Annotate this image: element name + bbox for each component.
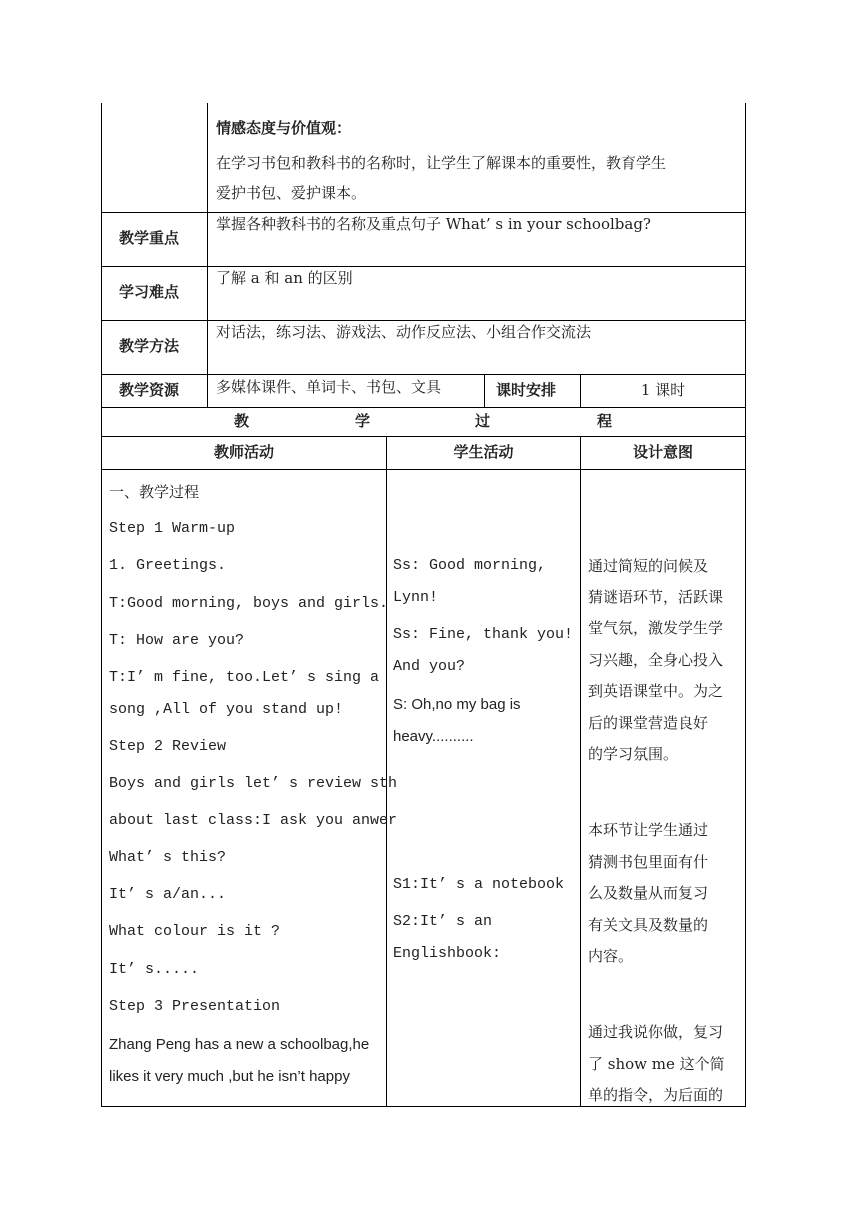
method-label: 教学方法: [119, 337, 180, 355]
resources-label: 教学资源: [119, 381, 180, 399]
student-line: heavy..........: [393, 728, 474, 745]
intent-line: 本环节让学生通过: [588, 821, 709, 839]
teacher-activity-header: 教师活动: [213, 443, 274, 461]
teacher-line: 1. Greetings.: [109, 557, 227, 574]
difficulty-content: 了解 a 和 an 的区别: [216, 269, 353, 287]
teacher-line: T: How are you?: [109, 632, 245, 649]
schedule-value: 1 课时: [640, 381, 686, 399]
key-points-content: 掌握各种教科书的名称及重点句子 What’ s in your schoolbag?: [216, 215, 651, 233]
teacher-line: Step 2 Review: [109, 738, 227, 755]
teacher-line: It’ s a/an...: [109, 886, 227, 903]
intent-line: 猜谜语环节，活跃课: [588, 588, 724, 606]
intent-line: 到英语课堂中。为之: [588, 682, 724, 700]
intent-line: 么及数量从而复习: [588, 884, 709, 902]
process-title-char: 过: [475, 412, 491, 430]
teacher-line: What colour is it ?: [109, 923, 281, 940]
student-line: S1:It’ s a notebook: [393, 876, 565, 893]
intent-line: 堂气氛，激发学生学: [588, 619, 724, 637]
teacher-line: T:I’ m fine, too.Let’ s sing a: [109, 669, 380, 686]
student-activity-header: 学生活动: [453, 443, 514, 461]
teacher-line: 一、教学过程: [109, 483, 200, 501]
teacher-line: What’ s this?: [109, 849, 227, 866]
process-title-char: 教: [234, 412, 250, 430]
intent-line: 有关文具及数量的: [588, 916, 709, 934]
student-line: S2:It’ s an: [393, 913, 493, 930]
student-line: Lynn!: [393, 589, 439, 606]
intent-line: 的学习氛围。: [588, 745, 679, 763]
teacher-line: song ,All of you stand up!: [109, 701, 344, 718]
affect-heading: 情感态度与价值观：: [216, 119, 352, 137]
intent-line: 习兴趣，全身心投入: [588, 651, 724, 669]
difficulty-label: 学习难点: [119, 283, 180, 301]
intent-line: 内容。: [588, 947, 634, 965]
teacher-line: likes it very much ,but he isn’t happy: [109, 1068, 350, 1085]
process-title-char: 程: [597, 412, 613, 430]
student-line: Ss: Fine, thank you!: [393, 626, 574, 643]
teacher-line: Boys and girls let’ s review sth: [109, 775, 398, 792]
intent-line: 猜测书包里面有什: [588, 853, 709, 871]
design-intent-header: 设计意图: [632, 443, 693, 461]
method-content: 对话法，练习法、游戏法、动作反应法、小组合作交流法: [216, 323, 592, 341]
intent-line: 了 show me 这个简: [588, 1055, 725, 1073]
teacher-line: Step 3 Presentation: [109, 998, 281, 1015]
affect-line-1: 在学习书包和教科书的名称时，让学生了解课本的重要性，教育学生: [216, 154, 667, 172]
teacher-line: T:Good morning, boys and girls.: [109, 595, 389, 612]
affect-line-2: 爱护书包、爱护课本。: [216, 184, 367, 202]
key-points-label: 教学重点: [119, 229, 180, 247]
schedule-label: 课时安排: [496, 381, 557, 399]
intent-line: 通过我说你做，复习: [588, 1023, 724, 1041]
student-line: Englishbook:: [393, 945, 502, 962]
student-line: S: Oh,no my bag is: [393, 696, 521, 713]
student-line: And you?: [393, 658, 466, 675]
intent-line: 单的指令，为后面的: [588, 1086, 724, 1104]
student-line: Ss: Good morning,: [393, 557, 547, 574]
resources-content: 多媒体课件、单词卡、书包、文具: [216, 378, 442, 396]
intent-line: 通过简短的问候及: [588, 557, 709, 575]
teacher-line: Zhang Peng has a new a schoolbag,he: [109, 1036, 370, 1053]
process-title-char: 学: [355, 412, 371, 430]
teacher-line: It’ s.....: [109, 961, 200, 978]
teacher-line: about last class:I ask you anwer: [109, 812, 398, 829]
intent-line: 后的课堂营造良好: [588, 714, 709, 732]
teacher-line: Step 1 Warm-up: [109, 520, 236, 537]
